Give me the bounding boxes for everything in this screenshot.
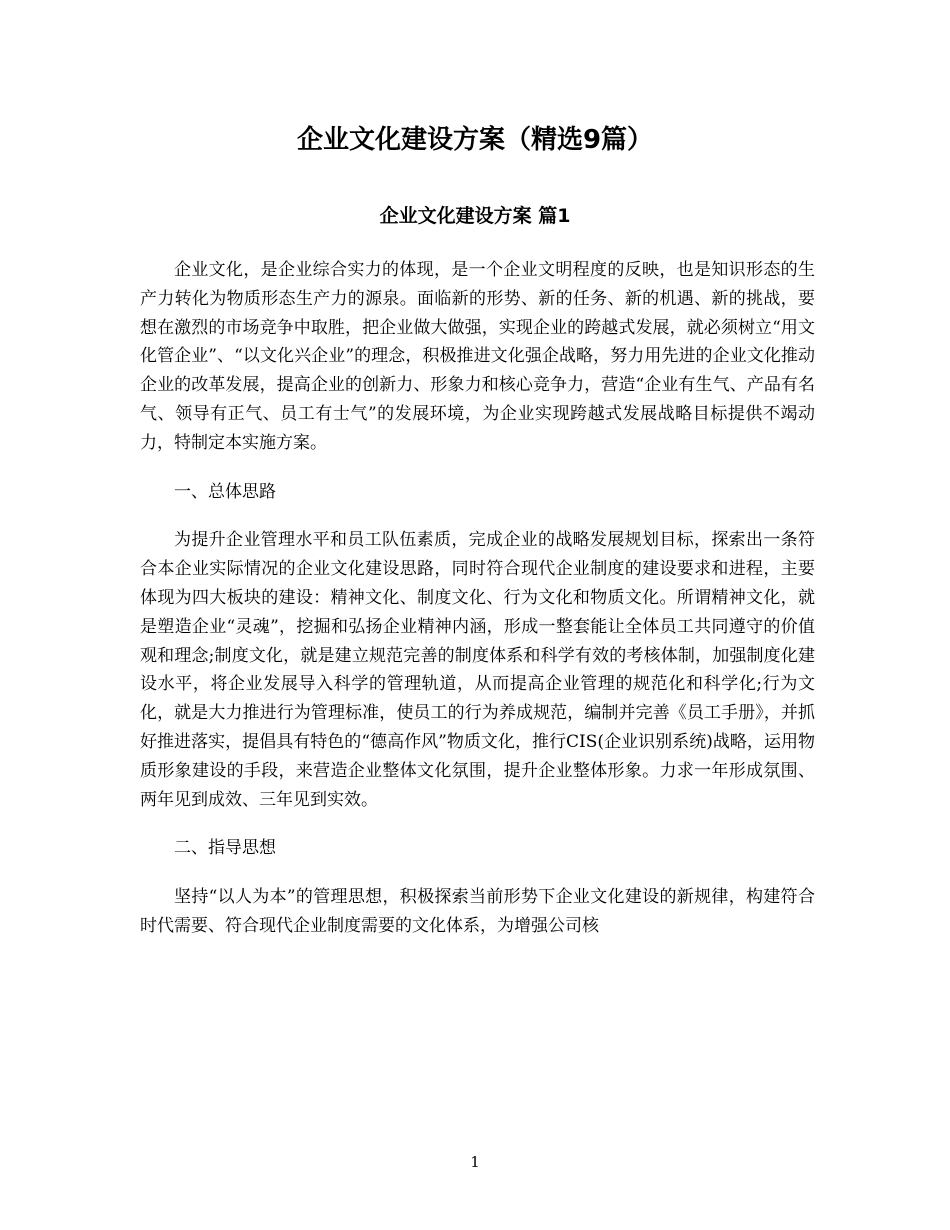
page-number: 1 xyxy=(470,1153,480,1171)
paragraph-intro: 企业文化，是企业综合实力的体现，是一个企业文明程度的反映，也是知识形态的生产力转化为物质形态生产力的源泉。面临新的形势、新的任务、新的机遇、新的挑战，要想在激烈的市场竞争中取胜，把企业做大做强，实现企业的跨越式发展，就必须树立“用文化管企业”、“以文化兴企业”的理念，积极推进文化强企战略，努力用先进的企业文化推动企业的改革发展，提高企业的创新力、形象力和核心竞争力，营造“企业有生气、产品有名气、领导有正气、员工有士气”的发展环境，为企业实现跨越式发展战略目标提供不竭动力，特制定本实施方案。 xyxy=(140,260,815,453)
paragraph-guiding-ideology: 坚持“以人为本”的管理思想，积极探索当前形势下企业文化建设的新规律，构建符合时代需要、符合现代企业制度需要的文化体系，为增强公司核 xyxy=(140,887,815,936)
section-title: 企业文化建设方案 篇1 xyxy=(379,205,571,227)
paragraph-overall-approach: 为提升企业管理水平和员工队伍素质，完成企业的战略发展规划目标，探索出一条符合本企业实际情况的企业文化建设思路，同时符合现代企业制度的建设要求和进程，主要体现为四大板块的建设：精神文化、制度文化、行为文化和物质文化。所谓精神文化，就是塑造企业“灵魂”，挖掘和弘扬企业精神内涵，形成一整套能让全体员工共同遵守的价值观和理念;制度文化，就是建立规范完善的制度体系和科学有效的考核体制，加强制度化建设水平，将企业发展导入科学的管理轨道，从而提高企业管理的规范化和科学化;行为文化，就是大力推进行为管理标准，使员工的行为养成规范，编制并完善《员工手册》，并抓好推进落实，提倡具有特色的“德高作风”物质文化，推行CIS(企业识别系统)战略，运用物质形象建设的手段，来营造企业整体文化氛围，提升企业整体形象。力求一年形成氛围、两年见到成效、三年见到实效。 xyxy=(140,530,815,810)
heading-overall-approach: 一、总体思路 xyxy=(174,481,276,502)
document-body xyxy=(140,256,815,961)
document-title: 企业文化建设方案（精选9篇） xyxy=(296,125,654,155)
heading-guiding-ideology: 二、指导思想 xyxy=(174,838,276,859)
